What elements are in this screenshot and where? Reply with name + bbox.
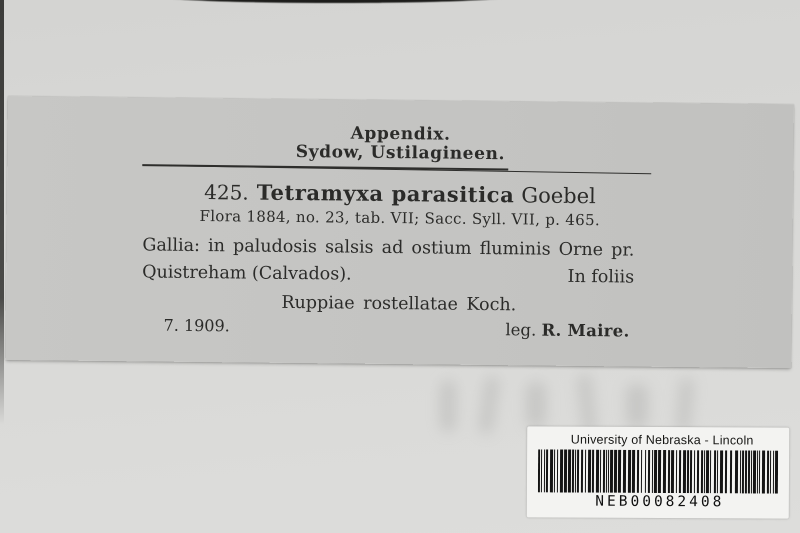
- barcode-sticker: [527, 426, 789, 518]
- exsiccata-label: [5, 96, 794, 368]
- substrate-note: In foliis: [567, 266, 635, 288]
- collector-prefix: leg.: [505, 320, 537, 340]
- institution-name: University of Nebraska - Lincoln: [570, 432, 754, 448]
- locality-line-1: Gallia: in paludosis salsis ad ostium fluminis Orne pr.: [142, 235, 635, 261]
- locality-line-2: [142, 262, 634, 287]
- species-author: Goebel: [521, 183, 596, 209]
- collection-date: 7. 1909.: [163, 315, 230, 336]
- series-subtitle: Sydow, Ustilagineen.: [295, 142, 506, 165]
- barcode-number: NEB00082408: [595, 493, 725, 511]
- left-edge-shadow: [0, 0, 4, 425]
- barcode-bars: [538, 449, 778, 493]
- locality-text: Quistreham (Calvados).: [142, 262, 352, 285]
- top-edge-shadow: [155, 0, 515, 3]
- specimen-number: 425.: [204, 180, 249, 205]
- collector-name: R. Maire.: [541, 320, 630, 341]
- collector-line: [505, 320, 629, 340]
- host-plant: Ruppiae rostellatae Koch.: [281, 292, 517, 316]
- literature-reference: Flora 1884, no. 23, tab. VII; Sacc. Syll. VII, p. 465.: [199, 207, 601, 230]
- series-title: Appendix.: [350, 123, 451, 145]
- species-name: Tetramyxa parasitica: [256, 179, 515, 208]
